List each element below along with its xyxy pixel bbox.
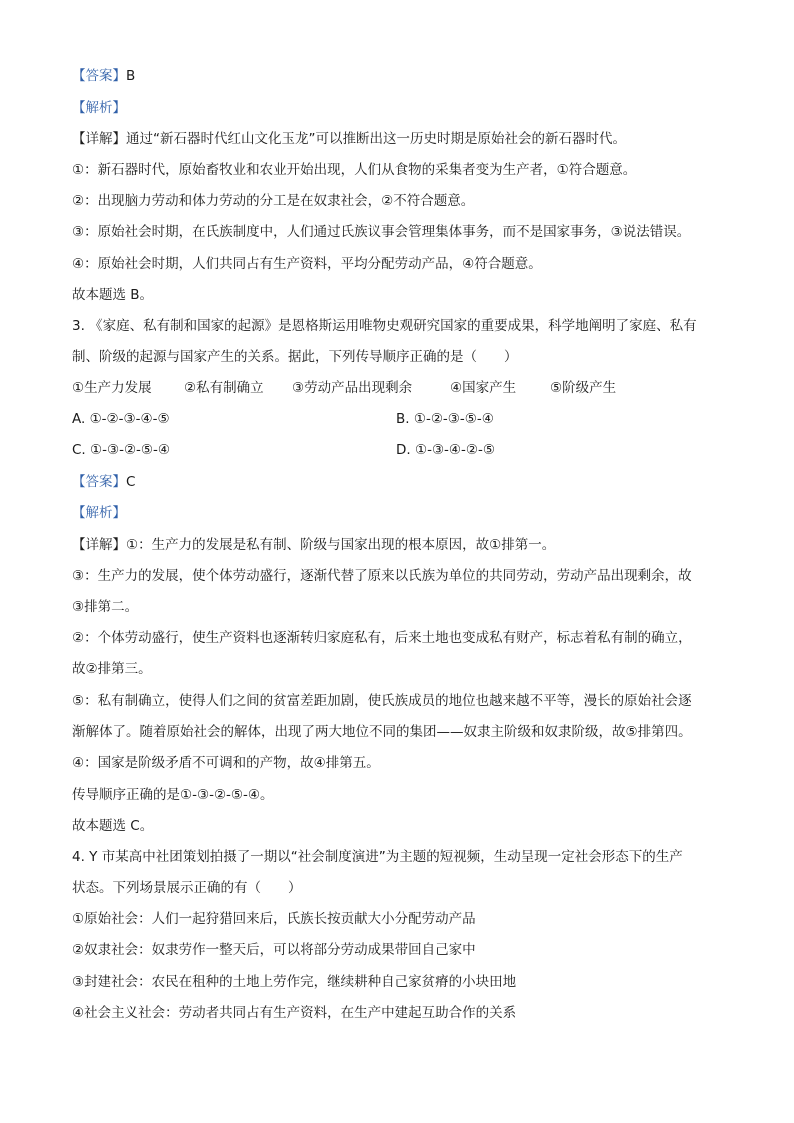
answer-tag: 【答案】 <box>72 68 126 84</box>
q3-stem-line: 制、阶级的起源与国家产生的关系。据此，下列传导顺序正确的是（ ） <box>72 349 518 365</box>
q3-item: ②私有制确立 <box>184 380 264 396</box>
answer-value: C <box>126 474 136 490</box>
q2-explanation-line: ①：新石器时代，原始畜牧业和农业开始出现，人们从食物的采集者变为生产者，①符合题意。 <box>72 162 637 178</box>
q2-explanation-line: ④：原始社会时期，人们共同占有生产资料，平均分配劳动产品，④符合题意。 <box>72 256 542 272</box>
q3-explanation-line: 传导顺序正确的是①-③-②-⑤-④。 <box>72 787 274 803</box>
q3-answer-line <box>72 472 722 492</box>
q3-option-c: C. ①-③-②-⑤-④ <box>72 442 171 458</box>
q3-item: ③劳动产品出现剩余 <box>292 380 413 396</box>
q3-explanation-line: ②：个体劳动盛行，使生产资料也逐渐转归家庭私有，后来土地也变成私有财产，标志着私有制的确立， <box>72 630 692 646</box>
analysis-tag: 【解析】 <box>72 505 126 521</box>
q2-answer-line <box>72 66 722 86</box>
q3-analysis-line <box>72 503 722 523</box>
q3-explanation-line: ⑤：私有制确立，使得人们之间的贫富差距加剧，使氏族成员的地位也越来越不平等，漫长的原始社会逐 <box>72 693 692 709</box>
detail-text: ①：生产力的发展是私有制、阶级与国家出现的根本原因，故①排第一。 <box>126 537 556 553</box>
q3-item: ④国家产生 <box>450 380 517 396</box>
q3-stem-line: 3. 《家庭、私有制和国家的起源》是恩格斯运用唯物史观研究国家的重要成果，科学地阐明了家庭、私有 <box>72 318 697 334</box>
answer-value: B <box>126 68 136 84</box>
q2-explanation-line: ②：出现脑力劳动和体力劳动的分工是在奴隶社会，②不符合题意。 <box>72 193 475 209</box>
detail-tag: 【详解】 <box>72 131 126 147</box>
q3-option-b: B. ①-②-③-⑤-④ <box>396 411 494 427</box>
q3-option-d: D. ①-③-④-②-⑤ <box>396 442 495 458</box>
q4-item: ③封建社会：农民在租种的土地上劳作完，继续耕种自己家贫瘠的小块田地 <box>72 974 517 990</box>
q3-conclusion: 故本题选 C。 <box>72 818 154 834</box>
q3-explanation-line: 渐解体了。随着原始社会的解体，出现了两大地位不同的集团——奴隶主阶级和奴隶阶级，故⑤排第四。 <box>72 724 692 740</box>
q3-explanation-line: ③：生产力的发展，使个体劳动盛行，逐渐代替了原来以氏族为单位的共同劳动，劳动产品出现剩余，故 <box>72 568 692 584</box>
q3-explanation-line: 故②排第三。 <box>72 661 152 677</box>
q3-item: ①生产力发展 <box>72 380 152 396</box>
q3-explanation-line: ④：国家是阶级矛盾不可调和的产物，故④排第五。 <box>72 755 380 771</box>
q4-stem-line: 4. Y 市某高中社团策划拍摄了一期以“社会制度演进”为主题的短视频，生动呈现一定社会形态下的生产 <box>72 849 683 865</box>
q3-option-a: A. ①-②-③-④-⑤ <box>72 411 170 427</box>
q3-detail-line <box>72 535 722 555</box>
detail-text: 通过“新石器时代红山文化玉龙”可以推断出这一历史时期是原始社会的新石器时代。 <box>126 131 626 147</box>
q4-item: ②奴隶社会：奴隶劳作一整天后，可以将部分劳动成果带回自己家中 <box>72 942 476 958</box>
q4-stem-line: 状态。下列场景展示正确的有（ ） <box>72 880 302 896</box>
q2-conclusion: 故本题选 B。 <box>72 287 154 303</box>
q2-detail-line <box>72 129 722 149</box>
answer-tag: 【答案】 <box>72 474 126 490</box>
q4-item: ①原始社会：人们一起狩猎回来后，氏族长按贡献大小分配劳动产品 <box>72 911 476 927</box>
detail-tag: 【详解】 <box>72 537 126 553</box>
q3-explanation-line: ③排第二。 <box>72 599 139 615</box>
q3-items-row <box>72 378 722 398</box>
q3-item: ⑤阶级产生 <box>550 380 617 396</box>
q2-analysis-line <box>72 98 722 118</box>
q4-item: ④社会主义社会：劳动者共同占有生产资料，在生产中建起互助合作的关系 <box>72 1005 517 1021</box>
analysis-tag: 【解析】 <box>72 100 126 116</box>
q2-explanation-line: ③：原始社会时期，在氏族制度中，人们通过氏族议事会管理集体事务，而不是国家事务，③说法错误。 <box>72 224 691 240</box>
